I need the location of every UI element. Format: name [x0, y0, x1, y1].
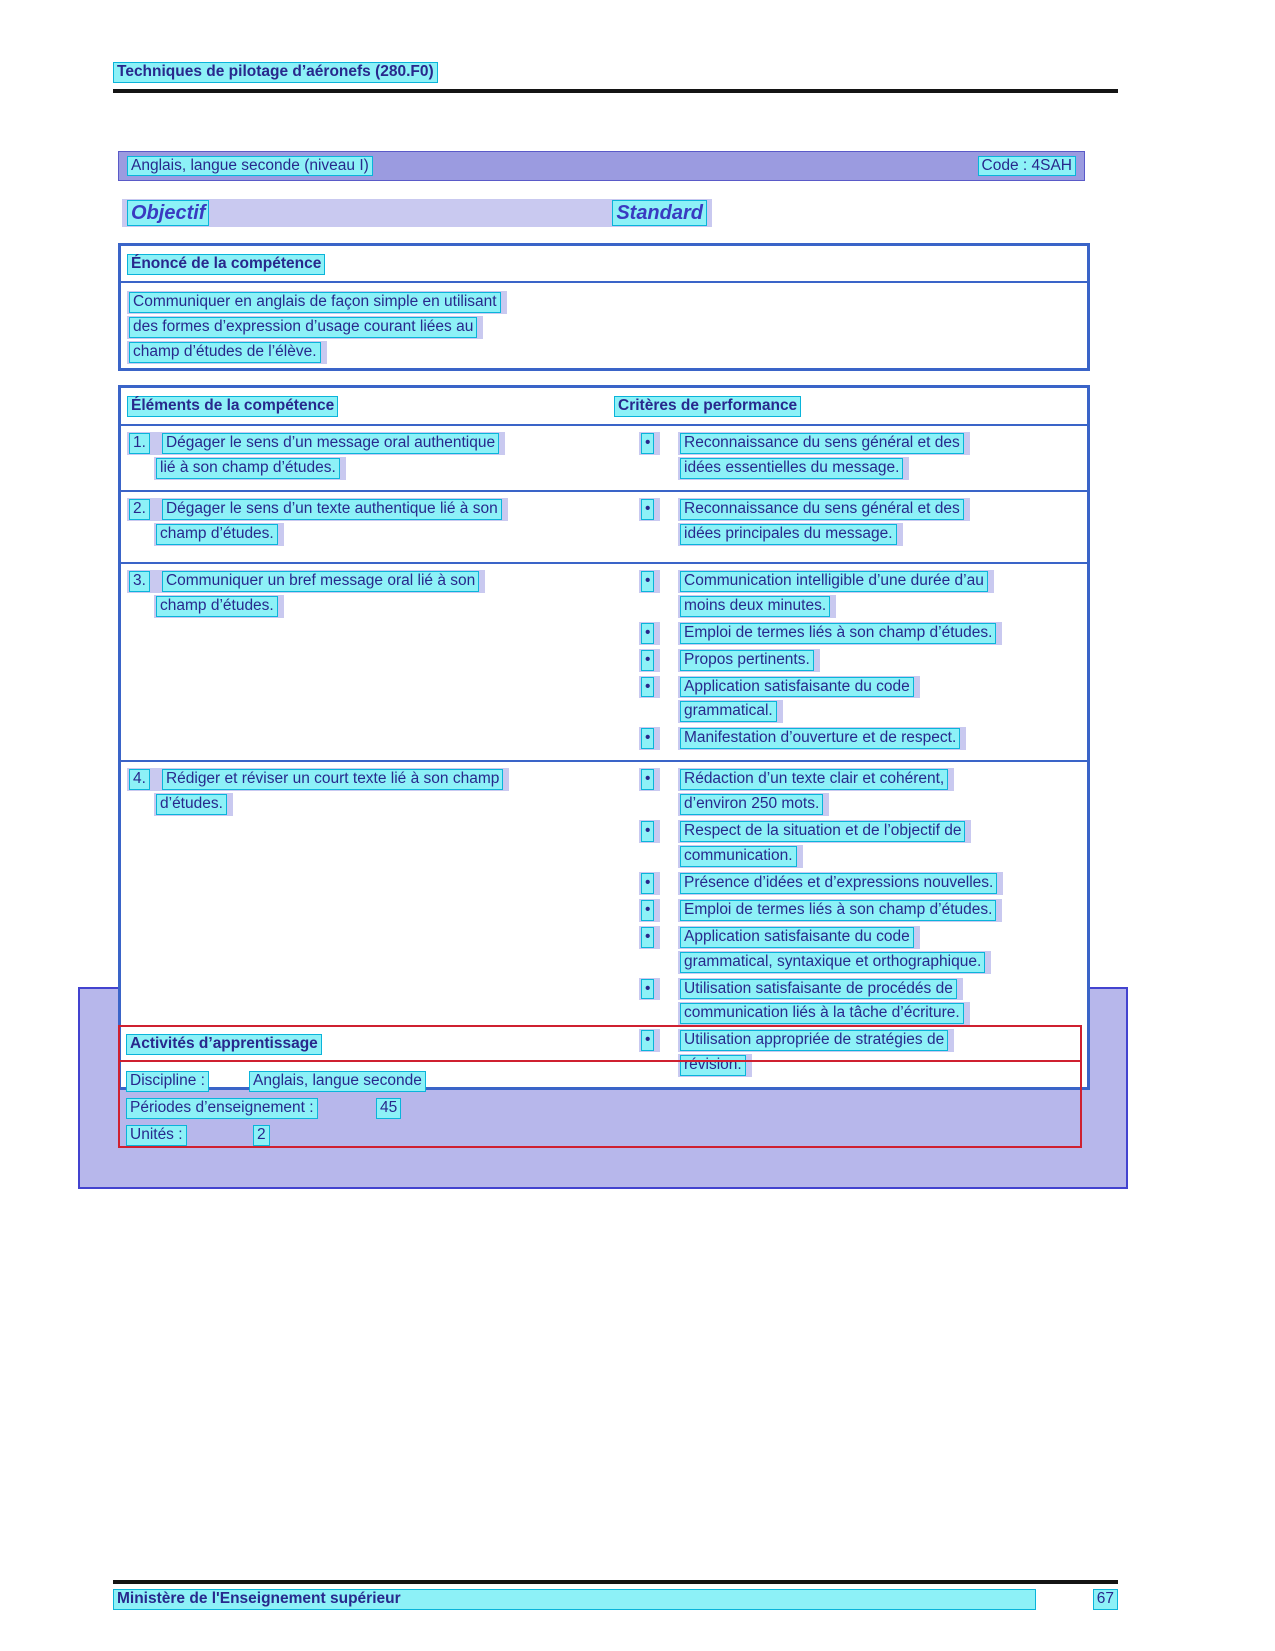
- criterion-line: Application satisfaisante du code: [680, 927, 914, 948]
- course-code: Code : 4SAH: [978, 156, 1076, 177]
- criterion-line: Application satisfaisante du code: [680, 677, 914, 698]
- criterion-line: Emploi de termes liés à son champ d’études.: [680, 623, 996, 644]
- criterion-item: [614, 978, 1079, 1028]
- element-number: 4.: [129, 769, 150, 790]
- criterion-text: [678, 432, 1079, 482]
- criterion-line: révision.: [680, 1055, 746, 1076]
- bullet-icon: •: [641, 499, 654, 520]
- criterion-line: Reconnaissance du sens général et des: [680, 499, 964, 520]
- criterion-text: [678, 899, 1079, 924]
- bullet-icon: •: [641, 1030, 654, 1051]
- periodes-value: 45: [376, 1098, 401, 1119]
- running-footer: [113, 1589, 1118, 1610]
- field-label-wrap: [126, 1125, 253, 1146]
- bullet-marker: [639, 676, 678, 701]
- criterion-line: idées essentielles du message.: [680, 458, 903, 479]
- criterion-line: Reconnaissance du sens général et des: [680, 433, 964, 454]
- criterion-item: [614, 768, 1079, 818]
- element-line: [127, 432, 505, 455]
- element-text: Communiquer un bref message oral lié à son: [162, 571, 479, 592]
- enonce-line: [127, 291, 507, 314]
- bullet-icon: •: [641, 677, 654, 698]
- criterion-line: Utilisation appropriée de stratégies de: [680, 1030, 948, 1051]
- criterion-text: [678, 622, 1079, 647]
- element-number: 1.: [129, 433, 150, 454]
- criterion-text: [678, 498, 1079, 548]
- periodes-label: Périodes d’enseignement :: [126, 1098, 318, 1119]
- criterion-item: [614, 926, 1079, 976]
- bullet-marker: [639, 622, 678, 647]
- criterion-item: [614, 622, 1079, 647]
- criteres-header-cell: [614, 396, 1087, 417]
- bullet-marker: [639, 432, 678, 457]
- running-header: [113, 62, 438, 83]
- criterion-text: [678, 820, 1079, 870]
- element-text: champ d’études.: [156, 596, 278, 617]
- standard-heading: Standard: [612, 200, 707, 226]
- table-row: [121, 564, 1087, 762]
- element-line: [154, 595, 284, 618]
- criteria-cell: [614, 432, 1087, 484]
- bullet-icon: •: [641, 769, 654, 790]
- criterion-line: Rédaction d’un texte clair et cohérent,: [680, 769, 948, 790]
- enonce-line: [127, 316, 483, 339]
- criterion-item: [614, 498, 1079, 548]
- element-line: [154, 793, 233, 816]
- criterion-item: [614, 899, 1079, 924]
- enonce-text: des formes d’expression d’usage courant liées au: [129, 317, 477, 338]
- element-text: champ d’études.: [156, 524, 278, 545]
- criterion-text: [678, 872, 1079, 897]
- criterion-item: [614, 727, 1079, 752]
- criterion-line: Respect de la situation et de l’objectif de: [680, 821, 965, 842]
- element-cell: [121, 498, 614, 556]
- unites-value: 2: [253, 1125, 270, 1146]
- bullet-icon: •: [641, 873, 654, 894]
- criterion-line: moins deux minutes.: [680, 596, 830, 617]
- element-line: [127, 768, 509, 791]
- element-cell: [121, 432, 614, 484]
- criterion-line: Emploi de termes liés à son champ d’études.: [680, 900, 996, 921]
- bullet-marker: [639, 820, 678, 845]
- element-line: [127, 498, 508, 521]
- bullet-icon: •: [641, 900, 654, 921]
- criterion-text: [678, 926, 1079, 976]
- element-text: Dégager le sens d’un message oral authentique: [162, 433, 499, 454]
- element-number: 3.: [129, 571, 150, 592]
- element-text: Dégager le sens d’un texte authentique lié à son: [162, 499, 502, 520]
- table-row: [121, 492, 1087, 564]
- activites-header: [120, 1027, 1080, 1062]
- criterion-line: Utilisation satisfaisante de procédés de: [680, 979, 957, 1000]
- elements-header: Éléments de la compétence: [127, 396, 338, 417]
- bullet-marker: [639, 872, 678, 897]
- bullet-marker: [639, 649, 678, 674]
- bullet-icon: •: [641, 433, 654, 454]
- elements-header-cell: [121, 396, 614, 417]
- course-title: Anglais, langue seconde (niveau I): [127, 156, 373, 177]
- criterion-item: [614, 570, 1079, 620]
- criterion-line: idées principales du message.: [680, 524, 897, 545]
- bullet-icon: •: [641, 821, 654, 842]
- table-row: [121, 426, 1087, 492]
- footer-ministry: Ministère de l'Enseignement supérieur: [113, 1589, 1036, 1610]
- bullet-icon: •: [641, 728, 654, 749]
- unites-label: Unités :: [126, 1125, 187, 1146]
- field-periodes: [126, 1098, 1074, 1119]
- criterion-item: [614, 676, 1079, 726]
- table-header-row: [121, 388, 1087, 426]
- criterion-line: communication.: [680, 846, 797, 867]
- bullet-marker: [639, 727, 678, 752]
- enonce-line: [127, 341, 327, 364]
- bullet-icon: •: [641, 650, 654, 671]
- discipline-value: Anglais, langue seconde: [249, 1071, 426, 1092]
- bullet-marker: [639, 570, 678, 595]
- enonce-text: Communiquer en anglais de façon simple en utilisant: [129, 292, 501, 313]
- bullet-icon: •: [641, 571, 654, 592]
- field-label-wrap: [126, 1098, 376, 1119]
- enonce-header: [121, 246, 1087, 283]
- bullet-icon: •: [641, 979, 654, 1000]
- header-rule: [113, 89, 1118, 93]
- bullet-marker: [639, 978, 678, 1003]
- bullet-marker: [639, 899, 678, 924]
- enonce-title: Énoncé de la compétence: [127, 254, 325, 275]
- field-discipline: [126, 1071, 1074, 1092]
- criteria-cell: [614, 570, 1087, 754]
- criterion-line: Présence d’idées et d’expressions nouvelles.: [680, 873, 997, 894]
- activites-fields: [120, 1062, 1080, 1157]
- criterion-text: [678, 570, 1079, 620]
- criterion-line: grammatical.: [680, 701, 777, 722]
- field-label-wrap: [126, 1071, 249, 1092]
- criterion-line: grammatical, syntaxique et orthographique.: [680, 952, 985, 973]
- activites-box: [118, 1025, 1082, 1148]
- competency-table: [118, 385, 1090, 1090]
- criterion-item: [614, 872, 1079, 897]
- criterion-item: [614, 649, 1079, 674]
- criterion-text: [678, 649, 1079, 674]
- element-line: [154, 523, 284, 546]
- enonce-box: [118, 243, 1090, 371]
- activites-title: Activités d’apprentissage: [126, 1034, 322, 1055]
- bullet-marker: [639, 768, 678, 793]
- bullet-icon: •: [641, 927, 654, 948]
- objectif-heading: Objectif: [127, 200, 209, 226]
- element-text: d’études.: [156, 794, 227, 815]
- discipline-label: Discipline :: [126, 1071, 209, 1092]
- criterion-line: Communication intelligible d’une durée d’au: [680, 571, 988, 592]
- criterion-item: [614, 432, 1079, 482]
- element-line: [127, 570, 485, 593]
- element-line: [154, 457, 346, 480]
- field-unites: [126, 1125, 1074, 1146]
- criteria-cell: [614, 498, 1087, 556]
- objectif-standard-strip: [122, 199, 712, 227]
- element-text: lié à son champ d’études.: [156, 458, 340, 479]
- criterion-line: Manifestation d’ouverture et de respect.: [680, 728, 960, 749]
- criterion-line: d’environ 250 mots.: [680, 794, 823, 815]
- criterion-item: [614, 820, 1079, 870]
- running-header-text: Techniques de pilotage d’aéronefs (280.F0): [113, 62, 438, 83]
- bullet-icon: •: [641, 623, 654, 644]
- bullet-marker: [639, 926, 678, 951]
- element-number: 2.: [129, 499, 150, 520]
- criteres-header: Critères de performance: [614, 396, 801, 417]
- enonce-body: [121, 283, 1087, 374]
- element-cell: [121, 570, 614, 754]
- footer-page-number: 67: [1093, 1589, 1118, 1610]
- criterion-line: Propos pertinents.: [680, 650, 814, 671]
- course-banner: [118, 151, 1085, 181]
- enonce-text: champ d’études de l’élève.: [129, 342, 321, 363]
- criterion-text: [678, 727, 1079, 752]
- footer-rule: [113, 1580, 1118, 1584]
- criterion-text: [678, 676, 1079, 726]
- criterion-text: [678, 768, 1079, 818]
- criterion-text: [678, 978, 1079, 1028]
- bullet-marker: [639, 498, 678, 523]
- element-text: Rédiger et réviser un court texte lié à son champ: [162, 769, 503, 790]
- criterion-line: communication liés à la tâche d’écriture.: [680, 1003, 964, 1024]
